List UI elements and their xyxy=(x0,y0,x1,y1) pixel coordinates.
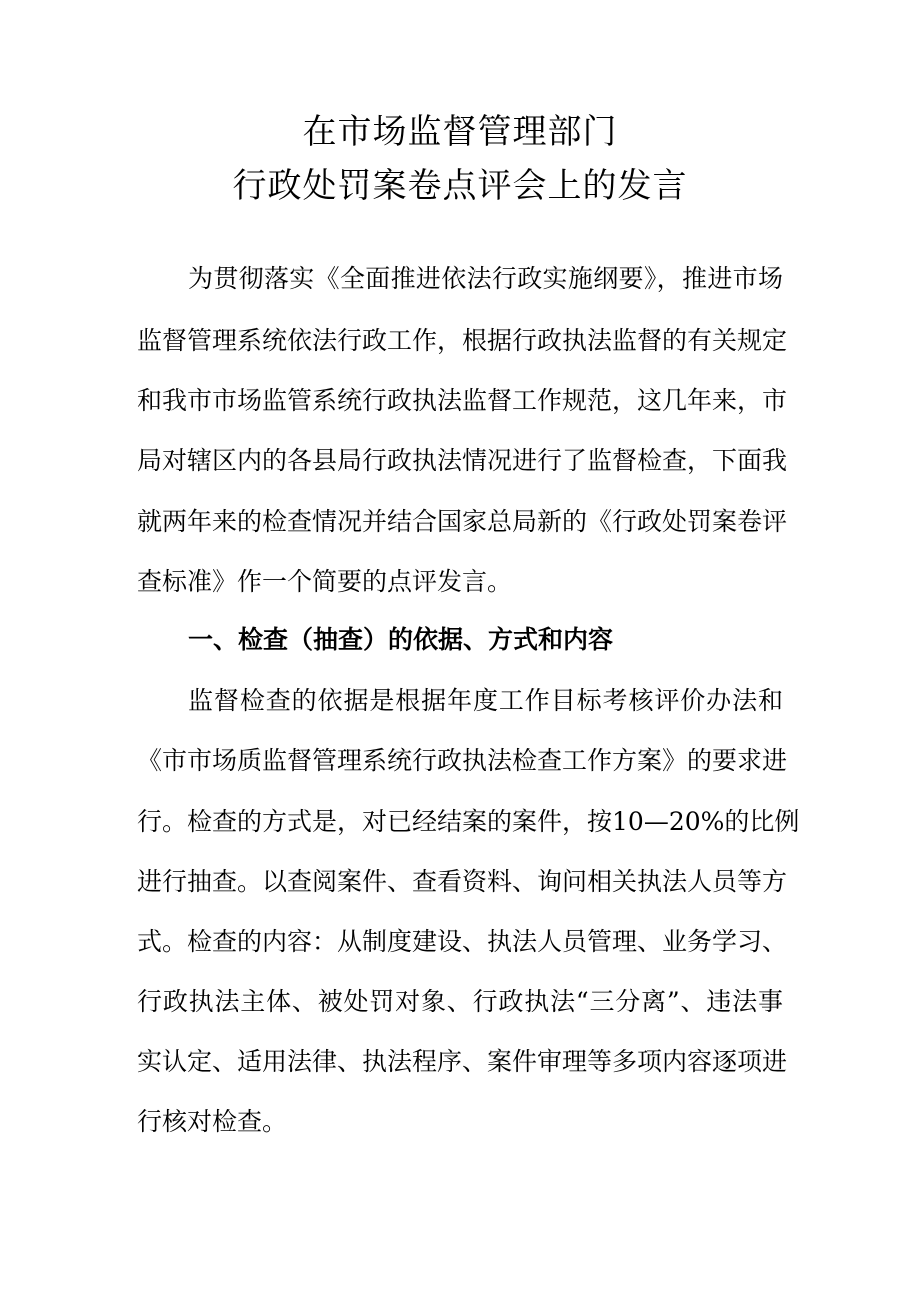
paragraph-2-line-7: 实认定、适用法律、执法程序、案件审理等多项内容逐项进 xyxy=(137,1047,788,1076)
paragraph-2-line-8: 行核对检查。 xyxy=(137,1107,288,1136)
paragraph-1-line-2: 监督管理系统依法行政工作，根据行政执法监督的有关规定 xyxy=(137,326,788,355)
paragraph-1-line-1: 为贯彻落实《全面推进依法行政实施纲要》，推进市场 xyxy=(188,264,783,293)
paragraph-2-line-3: 行。检查的方式是，对已经结案的案件，按10—20%的比例 xyxy=(137,807,800,836)
paragraph-2-line-5: 式。检查的内容：从制度建设、执法人员管理、业务学习、 xyxy=(137,927,788,956)
paragraph-1-line-5: 就两年来的检查情况并结合国家总局新的《行政处罚案卷评 xyxy=(137,507,788,536)
document-title-line-2: 行政处罚案卷点评会上的发言 xyxy=(232,166,688,206)
section-heading-1: 一、检查（抽查）的依据、方式和内容 xyxy=(188,625,614,654)
paragraph-1-line-3: 和我市市场监管系统行政执法监督工作规范，这几年来，市 xyxy=(137,386,788,415)
paragraph-1-line-4: 局对辖区内的各县局行政执法情况进行了监督检查，下面我 xyxy=(137,446,788,475)
document-title-line-1: 在市场监督管理部门 xyxy=(302,112,618,152)
paragraph-2-line-4: 进行抽查。以查阅案件、查看资料、询问相关执法人员等方 xyxy=(137,867,788,896)
paragraph-2-line-2: 《市市场质监督管理系统行政执法检查工作方案》的要求进 xyxy=(137,746,788,775)
paragraph-2-line-1: 监督检查的依据是根据年度工作目标考核评价办法和 xyxy=(188,686,783,715)
paragraph-1-line-6: 查标准》作一个简要的点评发言。 xyxy=(137,567,513,596)
paragraph-2-line-6: 行政执法主体、被处罚对象、行政执法“三分离”、违法事 xyxy=(137,987,783,1016)
